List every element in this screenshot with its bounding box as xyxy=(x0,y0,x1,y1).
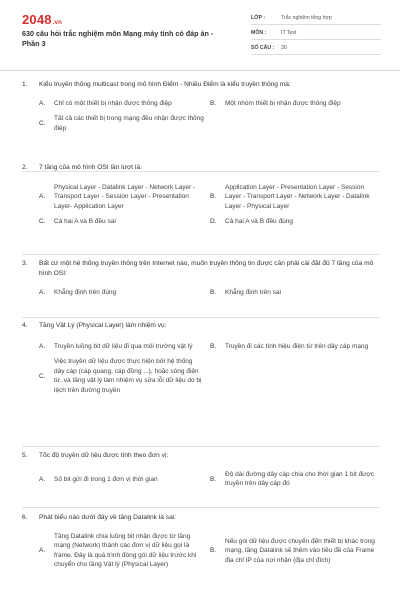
option-letter: B. xyxy=(210,289,217,296)
option-letter: B. xyxy=(210,475,217,483)
question-number: 3. xyxy=(22,260,28,267)
option-a[interactable] xyxy=(39,183,210,211)
option-letter: A. xyxy=(39,100,46,107)
option-text: Độ dài đường dây cáp chia cho thời gian 1 bit được truyền trên dây cáp đó xyxy=(225,471,375,488)
meta-value: 30 xyxy=(281,45,287,51)
option-a[interactable] xyxy=(39,288,210,297)
option-a[interactable] xyxy=(39,99,210,108)
question-1 xyxy=(22,80,380,172)
option-c[interactable] xyxy=(39,217,210,226)
meta-table xyxy=(251,12,381,57)
meta-key: LỚP : xyxy=(251,15,266,21)
option-text: Việc truyền dữ liệu được thực hiện bởi hệ thống dây cáp (cáp quang, cáp đồng ...), hoặc sóng điện từ, và tầng vật lý làm nhiệm vụ sửa lỗi dữ liệu do bị lệch trên đường truyền xyxy=(54,358,202,394)
question-number: 4. xyxy=(22,322,28,329)
option-letter: B. xyxy=(210,193,217,201)
option-letter: C. xyxy=(39,372,46,380)
option-a[interactable] xyxy=(39,470,210,489)
question-2 xyxy=(22,163,380,255)
question-3 xyxy=(22,259,380,318)
option-text: Chỉ có một thiết bị nhận được thông điệp xyxy=(54,100,172,107)
question-number: 2. xyxy=(22,164,28,171)
option-a[interactable] xyxy=(39,342,210,351)
site-logo[interactable] xyxy=(22,12,62,27)
option-text: Cả hai A và B đều đúng xyxy=(225,218,293,226)
option-letter: B. xyxy=(210,100,217,107)
question-number: 6. xyxy=(22,514,28,521)
option-letter: D. xyxy=(210,218,217,226)
option-b[interactable] xyxy=(210,532,381,570)
logo-main: 2048 xyxy=(22,12,52,27)
option-letter: B. xyxy=(210,343,217,350)
question-text: Phát biểu nào dưới đây về tầng Datalink là sai: xyxy=(39,514,177,521)
option-text: Cả hai A và B đều sai xyxy=(54,218,116,226)
logo-tld: .vn xyxy=(52,20,63,26)
option-letter: A. xyxy=(39,475,46,483)
option-text: Số bit gửi đi trong 1 đơn vị thời gian xyxy=(54,475,158,483)
meta-row-subject xyxy=(251,27,381,40)
question-text: Tầng Vật Lý (Physical Layer) làm nhiệm vụ: xyxy=(39,322,167,329)
option-text: Khẳng định trên sai xyxy=(225,289,282,296)
option-text: Khẳng định trên đúng xyxy=(54,289,117,296)
option-letter: A. xyxy=(39,193,46,201)
option-text: Nếu gói dữ liệu được chuyển đến thiết bị khác trong mạng, tầng Datalink sẽ thêm vào tiêu đề của Frame địa chỉ IP của nơi nhận (địa chỉ đích) xyxy=(225,537,375,564)
option-text: Application Layer - Presentation Layer - Session Layer - Transport Layer - Network Layer - Datalink Layer - Physical Layer xyxy=(225,184,370,210)
meta-value: Trắc nghiệm tổng hợp xyxy=(281,15,332,21)
option-text: Truyền đi các tính hiệu điện từ trên dây cáp mạng xyxy=(225,343,369,350)
meta-key: SỐ CÂU : xyxy=(251,45,275,51)
document-title: 630 câu hỏi trắc nghiệm môn Mạng máy tính có đáp án - Phần 3 xyxy=(22,29,214,48)
option-text: Physical Layer - Datalink Layer - Network Layer - Transport Layer - Session Layer - Presentation Layer- Application Layer xyxy=(54,184,196,210)
option-b[interactable] xyxy=(210,183,381,211)
question-4 xyxy=(22,321,380,447)
question-number: 5. xyxy=(22,452,28,459)
option-letter: A. xyxy=(39,547,46,555)
option-b[interactable] xyxy=(210,99,381,108)
option-letter: C. xyxy=(39,218,46,226)
option-b[interactable] xyxy=(210,288,381,297)
option-a[interactable] xyxy=(39,532,210,570)
question-5 xyxy=(22,451,380,508)
question-text: 7 tầng của mô hình OSI lần lượt là: xyxy=(39,164,142,171)
option-d[interactable] xyxy=(210,217,381,226)
question-text: Kiểu truyền thông multicast trong mô hình Điểm - Nhiều Điểm là kiểu truyền thông mà: xyxy=(39,81,291,88)
option-b[interactable] xyxy=(210,342,381,351)
question-text: Tốc độ truyền dữ liệu được tính theo đơn vị: xyxy=(39,452,169,459)
option-text: Một nhóm thiết bị nhận được thông điệp xyxy=(225,100,341,107)
meta-key: MÔN : xyxy=(251,30,267,36)
meta-row-count xyxy=(251,42,381,55)
option-text: Tầng Datalink chia luồng bit nhận được từ tầng mạng (Network) thành các đơn vị dữ liệu gọi là frame. Đây là quá trình đóng gói dữ liệu trước khi chuyển cho tầng Vật lý (Physical Layer) xyxy=(54,533,197,569)
option-c[interactable] xyxy=(39,357,210,395)
option-letter: C. xyxy=(39,120,46,128)
question-number: 1. xyxy=(22,81,28,88)
option-letter: A. xyxy=(39,289,46,296)
question-6 xyxy=(22,513,380,600)
meta-value: IT Test xyxy=(281,30,297,36)
option-text: Tất cả các thiết bị trong mạng đều nhận được thông điệp xyxy=(54,115,204,132)
option-text: Truyền luồng bit dữ liệu đi qua môi trường vật lý xyxy=(54,343,193,350)
document-header xyxy=(0,0,400,71)
option-letter: A. xyxy=(39,343,46,350)
meta-row-class xyxy=(251,12,381,25)
option-letter: B. xyxy=(210,547,217,555)
option-c[interactable] xyxy=(39,114,210,133)
option-b[interactable] xyxy=(210,470,381,489)
question-text: Bất cứ một hệ thống truyền thông trên Internet nào, muốn truyền thông tin được cần phải cài đặt đủ 7 tầng của mô hình OSI: xyxy=(39,260,374,277)
